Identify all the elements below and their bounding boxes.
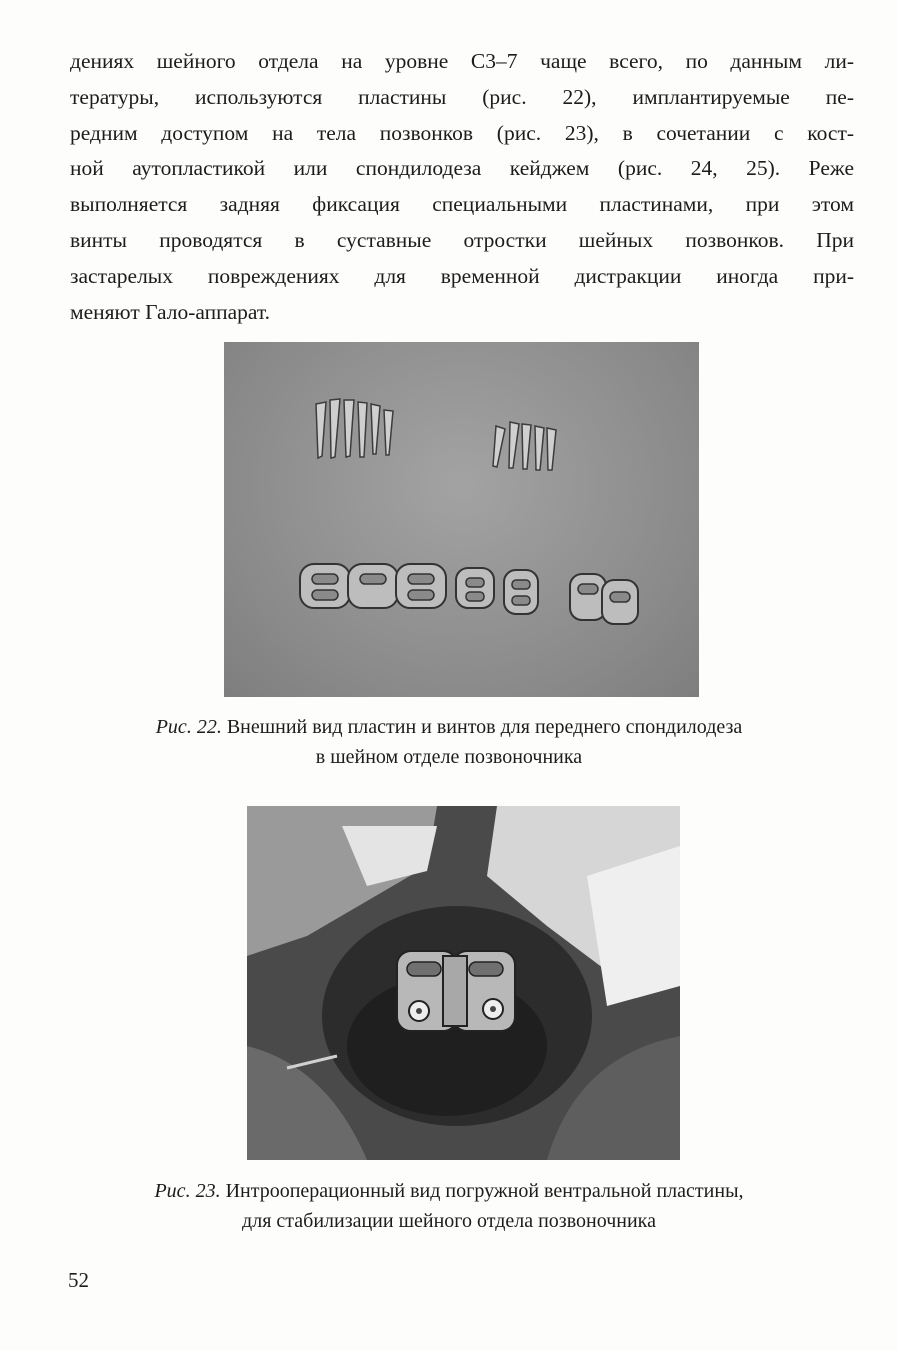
paragraph-line: тературы, используются пластины (рис. 22), имплантируемые пе- [70,84,854,109]
body-paragraph [70,44,854,330]
paragraph-line: дениях шейного отдела на уровне С3–7 чаще всего, по данным ли- [70,49,854,73]
paragraph-line: ной аутопластикой или спондилодеза кейджем (рис. 24, 25). Реже [70,156,854,181]
caption-text: Внешний вид пластин и винтов для переднего спондилодеза [226,716,743,738]
caption-text: в шейном отделе позвоночника [315,746,583,768]
paragraph-line: застарелых повреждениях для временной дистракции иногда при- [70,263,854,288]
figure-23-caption [60,1176,838,1236]
figure-label: Рис. 22. [155,716,222,738]
paragraph-line: винты проводятся в суставные отростки шейных позвонков. При [70,227,854,252]
page-number: 52 [68,1268,89,1292]
figure-22-caption [60,712,838,772]
figure-plates-screws-photo [224,342,699,697]
paragraph-line: выполняется задняя фиксация специальными пластинами, при этом [70,192,854,217]
caption-text: Интрооперационный вид погружной вентральной пластины, [225,1180,744,1202]
paragraph-line: меняют Гало-аппарат. [70,299,271,324]
figure-intraoperative-photo [247,806,680,1160]
figure-label: Рис. 23. [154,1180,221,1202]
paragraph-line: редним доступом на тела позвонков (рис. 23), в сочетании с кост- [70,120,854,145]
caption-text: для стабилизации шейного отдела позвоночника [242,1210,656,1232]
